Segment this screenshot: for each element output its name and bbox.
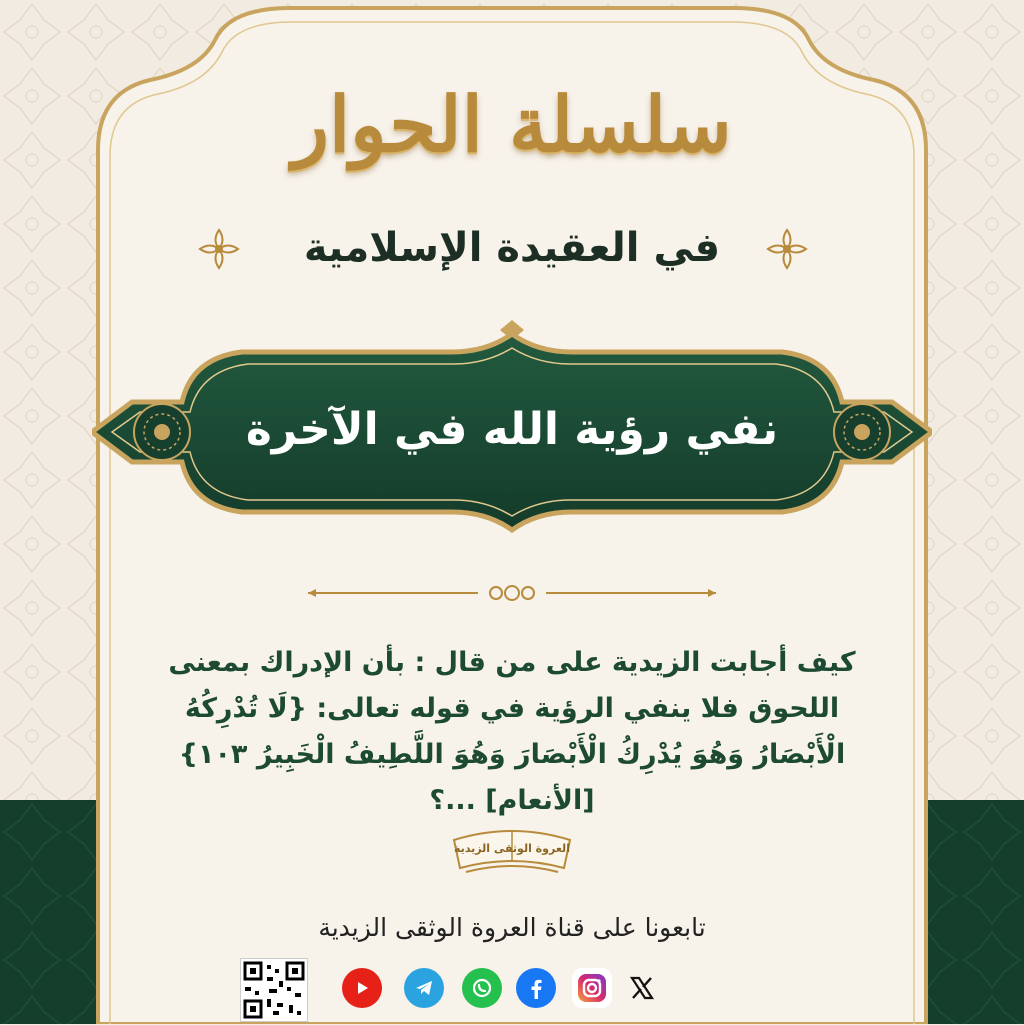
whatsapp-icon[interactable] [462, 968, 502, 1008]
series-title: سلسلة الحوار [292, 80, 732, 169]
question-reference: [الأنعام] ...؟ [429, 785, 595, 816]
left-medallion-icon [134, 404, 190, 460]
question-intro: كيف أجابت الزيدية على من قال : بأن الإدراك بمعنى اللحوق فلا ينفي الرؤية في قوله تعالى: [168, 647, 856, 724]
ornamental-divider [308, 582, 716, 604]
youtube-icon[interactable] [342, 968, 382, 1008]
logo-text: العروة الوثقى الزيدية [454, 842, 570, 855]
instagram-icon[interactable] [572, 968, 612, 1008]
qr-code[interactable] [240, 958, 308, 1022]
series-subtitle: في العقيدة الإسلامية [303, 225, 721, 271]
x-icon[interactable] [622, 968, 662, 1008]
channel-logo [446, 818, 578, 878]
right-medallion-icon [834, 404, 890, 460]
topic-title: نفي رؤية الله في الآخرة [245, 404, 779, 455]
right-floral-ornament-icon [764, 226, 810, 272]
quran-verse: {لَا تُدْرِكُهُ الْأَبْصَارُ وَهُوَ يُدْرِكُ الْأَبْصَارَ وَهُوَ اللَّطِيفُ الْخَبِيرُ ١٠٣} [178, 693, 846, 770]
follow-text: تابعونا على قناة العروة الوثقى الزيدية [318, 913, 706, 942]
question-text [150, 640, 874, 824]
facebook-icon[interactable] [516, 968, 556, 1008]
left-floral-ornament-icon [196, 226, 242, 272]
telegram-icon[interactable] [404, 968, 444, 1008]
